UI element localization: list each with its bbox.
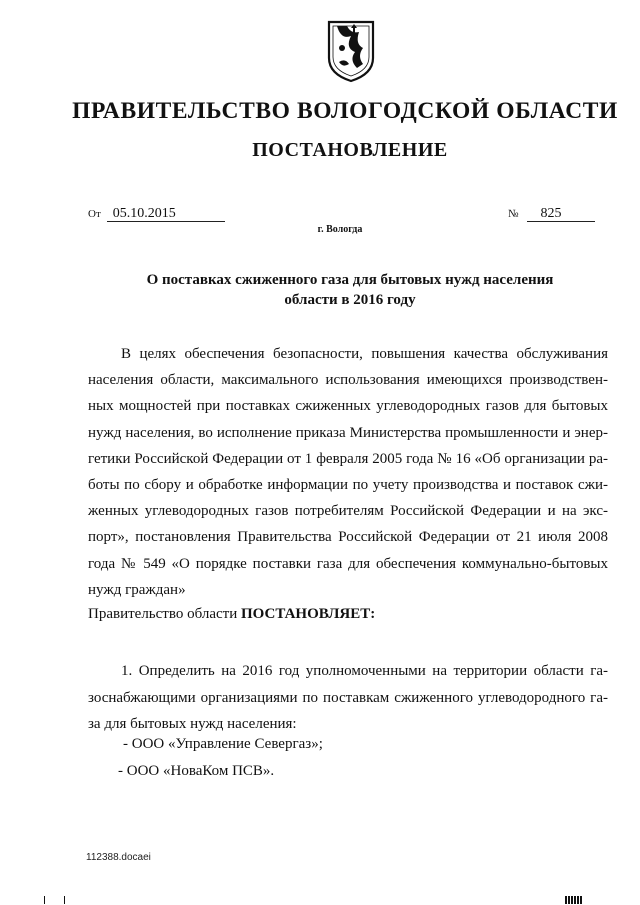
paragraph-line: года № 549 «О порядке поставки газа для обеспечения коммунально-бытовых: [88, 555, 608, 572]
scan-mark: [44, 896, 45, 904]
resolve-prefix: Правительство области: [88, 606, 241, 622]
clause-1: [88, 658, 608, 738]
date-field: [88, 205, 225, 222]
paragraph-line: нужд граждан»: [88, 581, 186, 598]
date-value: 05.10.2015: [107, 207, 225, 222]
number-value: 825: [527, 207, 595, 222]
date-label: От: [88, 208, 101, 220]
subject-line: области в 2016 году: [284, 292, 416, 308]
scan-mark: [64, 896, 65, 904]
file-name: 112388.docaei: [86, 852, 151, 863]
paragraph-line: ных мощностей при поставках сжиженных углеводородных газов для бытовых: [88, 398, 608, 415]
document-type: ПОСТАНОВЛЕНИЕ: [252, 139, 448, 161]
paragraph-line: за для бытовых нужд населения:: [88, 716, 297, 732]
resolve-statement: [88, 604, 608, 624]
resolve-word: ПОСТАНОВЛЯЕТ:: [240, 606, 376, 622]
paragraph-line: гетики Российской Федерации от 1 февраля 2005 года № 16 «Об организации ра-: [88, 450, 608, 467]
subject-line: О поставках сжиженного газа для бытовых нужд населения: [146, 272, 554, 288]
paragraph-line: нужд населения, во исполнение приказа Министерства промышленности и энер-: [88, 424, 608, 441]
organization-title: ПРАВИТЕЛЬСТВО ВОЛОГОДСКОЙ ОБЛАСТИ: [72, 98, 618, 124]
list-item: - ООО «НоваКом ПСВ».: [118, 763, 275, 779]
paragraph-line: 1. Определить на 2016 год уполномоченными на территории области га-: [121, 663, 608, 679]
coat-of-arms-icon: [325, 18, 377, 84]
city-label: г. Вологда: [317, 224, 363, 235]
scan-mark: [565, 896, 583, 904]
paragraph-line: женных углеводородных газов потребителям Российской Федерации и на экс-: [88, 503, 608, 520]
paragraph-line: населения области, максимального использования имеющихся производствен-: [88, 372, 608, 389]
number-label: №: [508, 208, 519, 220]
paragraph-line: зоснабжающими организациями по поставкам сжиженного углеводородного га-: [88, 689, 608, 706]
paragraph-line: боты по сбору и обработке информации по учету производства и поставок сжи-: [88, 477, 608, 494]
paragraph-line: порт», постановления Правительства Российской Федерации от 21 июля 2008: [88, 529, 608, 546]
paragraph-line: В целях обеспечения безопасности, повышения качества обслуживания: [121, 346, 608, 362]
document-subject: [90, 270, 610, 310]
list-item: - ООО «Управление Севергаз»;: [123, 736, 323, 752]
number-field: [508, 205, 595, 222]
preamble-paragraph: [88, 341, 608, 603]
